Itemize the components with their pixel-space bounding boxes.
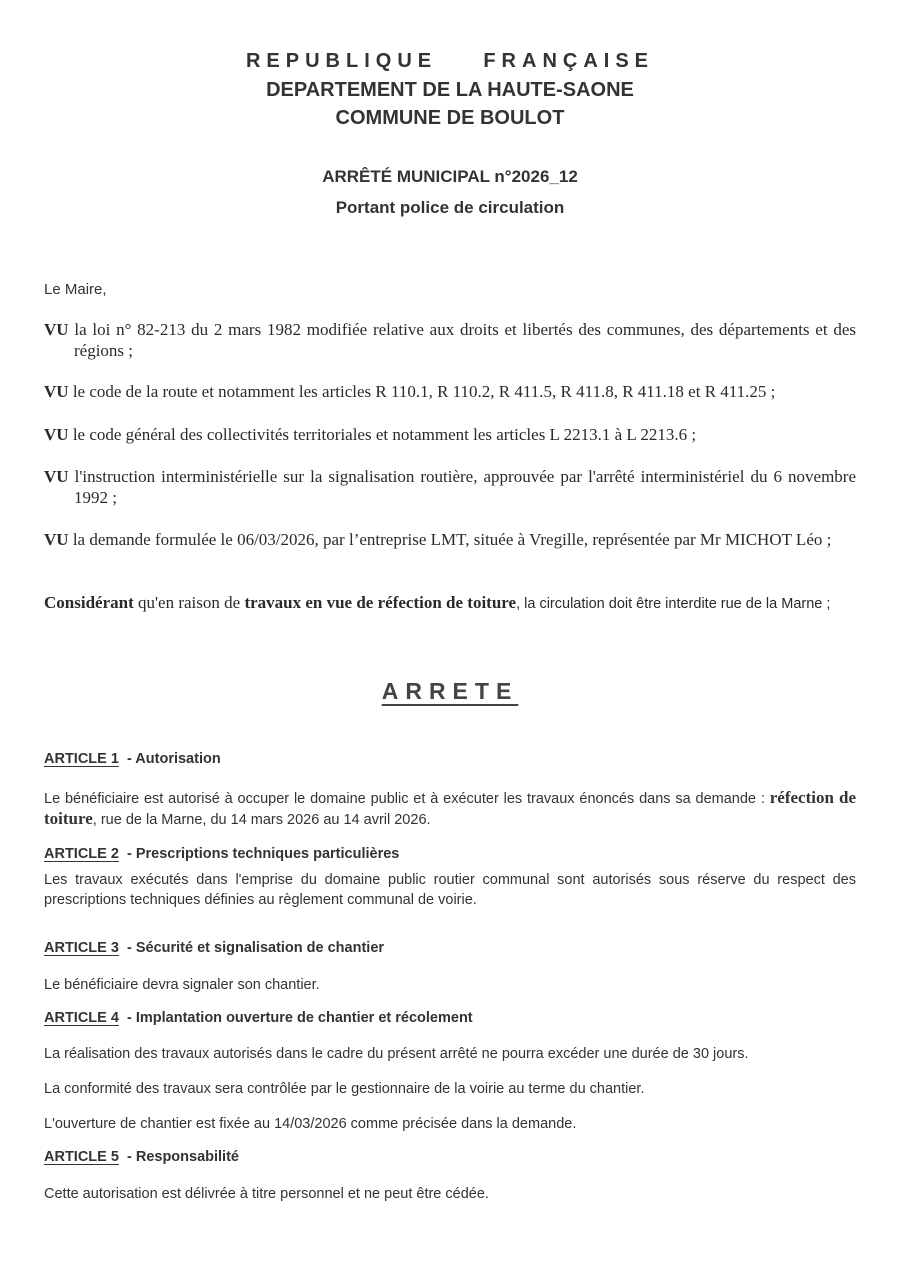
vu-label: VU bbox=[44, 530, 69, 549]
vu-item bbox=[44, 424, 856, 445]
decree-number: ARRÊTÉ MUNICIPAL n°2026_12 bbox=[322, 167, 578, 186]
considerant-text-end: , la circulation doit être interdite rue de la Marne ; bbox=[516, 596, 831, 612]
article-2-title bbox=[44, 846, 399, 862]
article-4-paragraph: La réalisation des travaux autorisés dans le cadre du présent arrêté ne pourra excéder une durée de 30 jours. bbox=[44, 1046, 749, 1062]
vu-text: la demande formulée le 06/03/2026, par l’entreprise LMT, située à Vregille, représentée par Mr MICHOT Léo ; bbox=[72, 530, 832, 549]
vu-label: VU bbox=[44, 382, 69, 401]
considerant-emphasis: travaux en vue de réfection de toiture bbox=[244, 593, 517, 612]
vu-label: VU bbox=[44, 320, 69, 339]
article-3-title bbox=[44, 940, 384, 956]
vu-item bbox=[44, 529, 856, 550]
article-5-title bbox=[44, 1149, 239, 1165]
article-heading: - Prescriptions techniques particulières bbox=[126, 846, 400, 862]
article-4-paragraph: La conformité des travaux sera contrôlée par le gestionnaire de la voirie au terme du chantier. bbox=[44, 1081, 645, 1097]
article-2-body: Les travaux exécutés dans l'emprise du domaine public routier communal sont autorisés sous réserve du respect des prescriptions techniques définies au règlement communal de voirie. bbox=[44, 872, 856, 908]
article-heading: - Autorisation bbox=[126, 751, 221, 767]
intro-le-maire: Le Maire, bbox=[44, 281, 107, 298]
vu-label: VU bbox=[44, 425, 69, 444]
article-number: ARTICLE 2 bbox=[44, 846, 119, 862]
arrete-title: ARRETE bbox=[381, 678, 519, 704]
vu-item bbox=[44, 381, 856, 402]
header-departement: DEPARTEMENT DE LA HAUTE-SAONE bbox=[266, 79, 634, 101]
article-heading: - Implantation ouverture de chantier et récolement bbox=[126, 1010, 473, 1026]
article-5-body: Cette autorisation est délivrée à titre personnel et ne peut être cédée. bbox=[44, 1186, 489, 1202]
vu-label: VU bbox=[44, 467, 69, 486]
article-number: ARTICLE 4 bbox=[44, 1010, 119, 1026]
decree-subject: Portant police de circulation bbox=[335, 198, 565, 217]
considerant-label: Considérant bbox=[44, 593, 134, 612]
vu-text: le code général des collectivités territoriales et notamment les articles L 2213.1 à L 2213.6 ; bbox=[72, 425, 697, 444]
article-4-title bbox=[44, 1010, 473, 1026]
vu-text: l'instruction interministérielle sur la signalisation routière, approuvée par l'arrêté interministériel du 6 novembre 1992 ; bbox=[74, 467, 856, 507]
article-1-title bbox=[44, 751, 221, 767]
header-republique: REPUBLIQUE FRANÇAISE bbox=[245, 50, 655, 72]
article-1-body bbox=[44, 788, 856, 830]
article-1-emphasis: réfection de toiture bbox=[44, 788, 857, 828]
vu-item bbox=[44, 319, 856, 361]
article-1-text: Le bénéficiaire est autorisé à occuper le domaine public et à exécuter les travaux énoncés dans sa demande : bbox=[44, 791, 765, 807]
article-4-paragraph: L'ouverture de chantier est fixée au 14/03/2026 comme précisée dans la demande. bbox=[44, 1116, 577, 1132]
article-1-text-end: , rue de la Marne, du 14 mars 2026 au 14 avril 2026. bbox=[92, 812, 431, 828]
considerant-text: qu'en raison de bbox=[137, 593, 241, 612]
article-number: ARTICLE 1 bbox=[44, 751, 119, 767]
article-3-body: Le bénéficiaire devra signaler son chantier. bbox=[44, 977, 320, 993]
article-number: ARTICLE 3 bbox=[44, 940, 119, 956]
article-heading: - Responsabilité bbox=[126, 1149, 239, 1165]
article-number: ARTICLE 5 bbox=[44, 1149, 119, 1165]
considerant bbox=[44, 592, 856, 615]
article-heading: - Sécurité et signalisation de chantier bbox=[126, 940, 385, 956]
header-commune: COMMUNE DE BOULOT bbox=[335, 107, 565, 129]
vu-text: le code de la route et notamment les articles R 110.1, R 110.2, R 411.5, R 411.8, R 411.18 et R 411.25 ; bbox=[72, 382, 776, 401]
vu-text: la loi n° 82-213 du 2 mars 1982 modifiée relative aux droits et libertés des communes, des départements et des régions ; bbox=[74, 320, 857, 360]
vu-item bbox=[44, 466, 856, 508]
